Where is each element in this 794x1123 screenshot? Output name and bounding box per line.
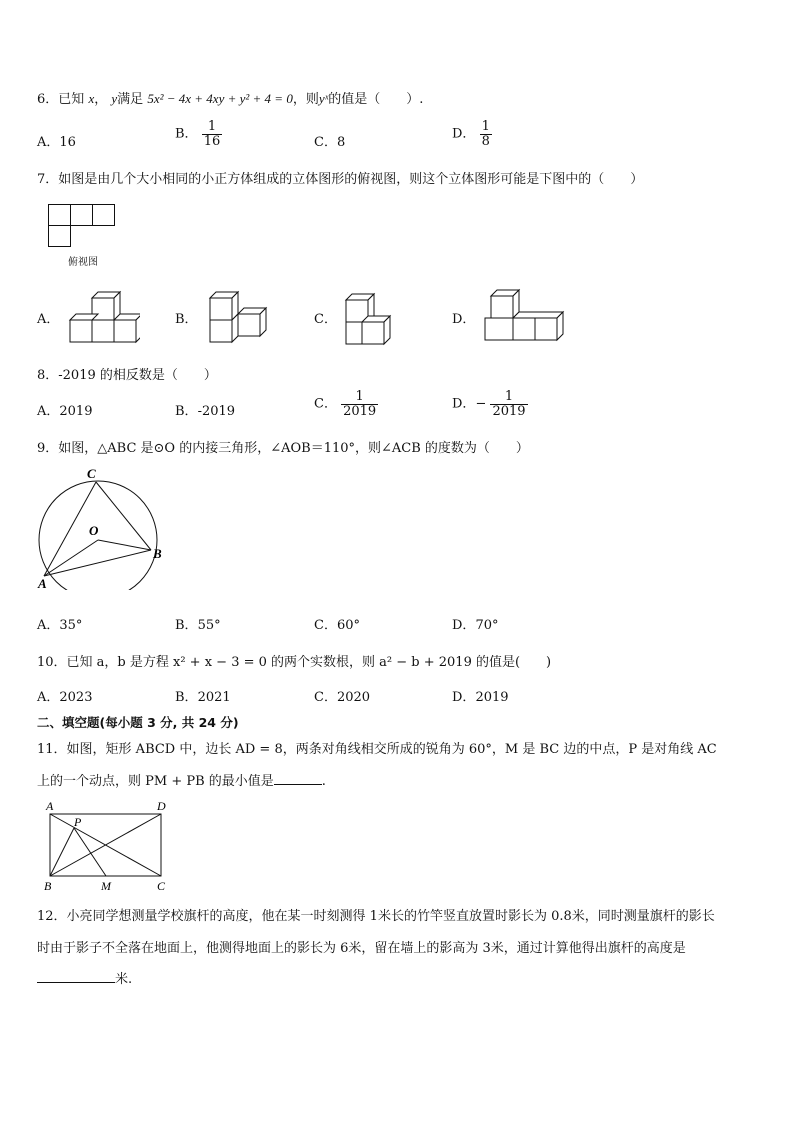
q9-option-d[interactable] (452, 614, 498, 633)
q10-option-c[interactable] (314, 686, 370, 705)
option-value: 8 (336, 135, 346, 150)
option-value: 2020 (336, 690, 371, 705)
q10-stem: 10．已知 a，b 是方程 x² + x − 3 = 0 的两个实数根，则 a² − b + 2019 的值是( ) (37, 655, 552, 670)
q6-text-c: ，则 (292, 92, 319, 107)
segment-pm (74, 828, 106, 876)
q6-option-d-fraction (480, 120, 492, 148)
fraction-numerator: 1 (504, 389, 514, 404)
option-value: 35° (59, 618, 83, 633)
q10-option-a[interactable] (37, 686, 92, 705)
q6-stem (37, 88, 423, 107)
q9-option-b[interactable] (175, 614, 221, 633)
q6-option-b-fraction (202, 120, 223, 148)
q9-option-a[interactable] (37, 614, 82, 633)
top-view-square (71, 205, 93, 226)
option-value: 2019 (59, 404, 93, 419)
q9-option-c[interactable] (314, 614, 360, 633)
option-value: 2019 (475, 690, 509, 705)
option-value: 55° (197, 618, 221, 633)
segment-ab (44, 550, 151, 576)
option-label: B． (175, 690, 198, 705)
q10-option-b[interactable] (175, 686, 231, 705)
label-o: O (89, 523, 99, 538)
option-label: A． (37, 618, 60, 633)
q11-stem-line1: 11．如图，矩形 ABCD 中，边长 AD = 8，两条对角线相交所成的锐角为 60°，M 是 BC 边的中点，P 是对角线 AC (37, 742, 717, 757)
top-view-square (49, 205, 71, 226)
label-m: M (101, 879, 111, 893)
q6-sep: ， (94, 92, 108, 107)
q12-stem-line1: 12．小亮同学想测量学校旗杆的高度，他在某一时刻测得 1米长的竹竿竖直放置时影长为 0.8米，同时测量旗杆的影长 (37, 909, 715, 924)
label-b: B (153, 546, 162, 561)
q9-stem: 9．如图，△ABC 是⊙O 的内接三角形，∠AOB＝110°，则∠ACB 的度数为（ ） (37, 441, 529, 456)
option-label: D． (452, 396, 476, 412)
segment-ob (98, 540, 151, 550)
fraction-denominator: 16 (203, 133, 221, 149)
fraction-numerator: 1 (207, 119, 217, 134)
q6-text-b: 满足 (117, 92, 144, 107)
option-label: A． (37, 404, 60, 419)
option-label: C． (314, 135, 337, 150)
q10-option-d[interactable] (452, 686, 509, 705)
q8-option-d-fraction (490, 390, 527, 418)
top-view-square (49, 226, 71, 247)
q7-option-d-figure[interactable] (483, 288, 567, 344)
option-value: 2021 (197, 690, 231, 705)
fraction-denominator: 8 (481, 133, 490, 149)
section-title: 二、填空题(每小题 3 分, 共 24 分) (37, 715, 239, 730)
label-a: A (38, 576, 47, 590)
option-label: A． (37, 135, 60, 150)
option-label: D． (452, 126, 476, 142)
fraction-denominator: 2019 (343, 403, 377, 419)
q12-line3-text: 米. (115, 972, 133, 987)
q11-stem-line2 (37, 770, 326, 789)
option-value: 70° (475, 618, 499, 633)
q8-option-c[interactable] (314, 390, 378, 418)
label-b: B (44, 879, 52, 893)
q6-text-d: 的值是（ ）. (328, 92, 424, 107)
q7-option-a-figure[interactable] (68, 288, 140, 346)
fraction-numerator: 1 (481, 119, 490, 134)
option-label: C． (314, 690, 337, 705)
q6-text-a: 已知 (58, 92, 85, 107)
option-label: D． (452, 690, 476, 705)
q7-top-view-figure (48, 204, 118, 252)
q6-option-d[interactable] (452, 120, 492, 148)
option-label: B． (175, 404, 198, 419)
q6-option-a[interactable] (37, 131, 76, 150)
q6-option-c[interactable] (314, 131, 345, 150)
q7-option-d-label[interactable]: D． (452, 312, 476, 327)
q6-number: 6． (37, 92, 59, 107)
option-value: 2023 (59, 690, 93, 705)
q11-answer-blank[interactable] (274, 772, 322, 785)
option-label: B． (175, 618, 198, 633)
q7-figure-caption: 俯视图 (68, 257, 98, 268)
label-c: C (157, 879, 166, 893)
q7-option-c-figure[interactable] (344, 290, 400, 348)
option-value: 60° (336, 618, 360, 633)
q9-circle-figure (34, 462, 164, 590)
label-d: D (157, 799, 166, 813)
q12-stem-line3 (37, 968, 132, 987)
segment-cb (96, 482, 151, 550)
fraction-numerator: 1 (355, 389, 364, 404)
q8-option-d[interactable] (452, 390, 528, 418)
q8-option-c-fraction (341, 390, 378, 418)
q8-stem: 8．-2019 的相反数是（ ） (37, 368, 217, 383)
q11-line2-end: . (321, 774, 326, 789)
q6-option-b[interactable] (175, 120, 222, 148)
q7-option-b-label[interactable]: B． (175, 312, 198, 327)
q11-line2-text: 上的一个动点，则 PM + PB 的最小值是 (37, 774, 274, 789)
option-value: 16 (59, 135, 76, 150)
q7-option-c-label[interactable]: C． (314, 312, 337, 327)
fraction-denominator: 2019 (492, 403, 526, 419)
option-label: D． (452, 618, 476, 633)
q6-equation: 5x² − 4x + 4xy + y² + 4 = 0 (147, 91, 293, 106)
q6-var-y: y (111, 91, 118, 106)
q8-option-b[interactable] (175, 400, 235, 419)
option-label: C． (314, 618, 337, 633)
q12-stem-line2: 时由于影子不全落在地面上，他测得地面上的影长为 6米，留在墙上的影高为 3米，通过计算他得出旗杆的高度是 (37, 941, 686, 956)
label-p: P (74, 815, 82, 829)
fraction-sign: − (475, 396, 487, 412)
q11-rectangle-figure (40, 798, 180, 894)
segment-oa (44, 540, 98, 576)
q7-option-b-figure[interactable] (208, 288, 272, 348)
q6-var-x: x (88, 91, 95, 106)
q12-answer-blank[interactable] (37, 970, 115, 983)
q8-option-a[interactable] (37, 400, 92, 419)
top-view-square (93, 205, 115, 226)
q7-stem: 7．如图是由几个大小相同的小正方体组成的立体图形的俯视图，则这个立体图形可能是下图中的（ ） (37, 172, 644, 187)
label-a: A (46, 799, 54, 813)
label-c: C (87, 466, 96, 481)
q7-option-a-label[interactable]: A． (37, 312, 60, 327)
option-value: -2019 (197, 404, 236, 419)
option-label: A． (37, 690, 60, 705)
option-label: B． (175, 126, 198, 142)
q6-power: yˣ (318, 91, 329, 106)
option-label: C． (314, 396, 337, 412)
